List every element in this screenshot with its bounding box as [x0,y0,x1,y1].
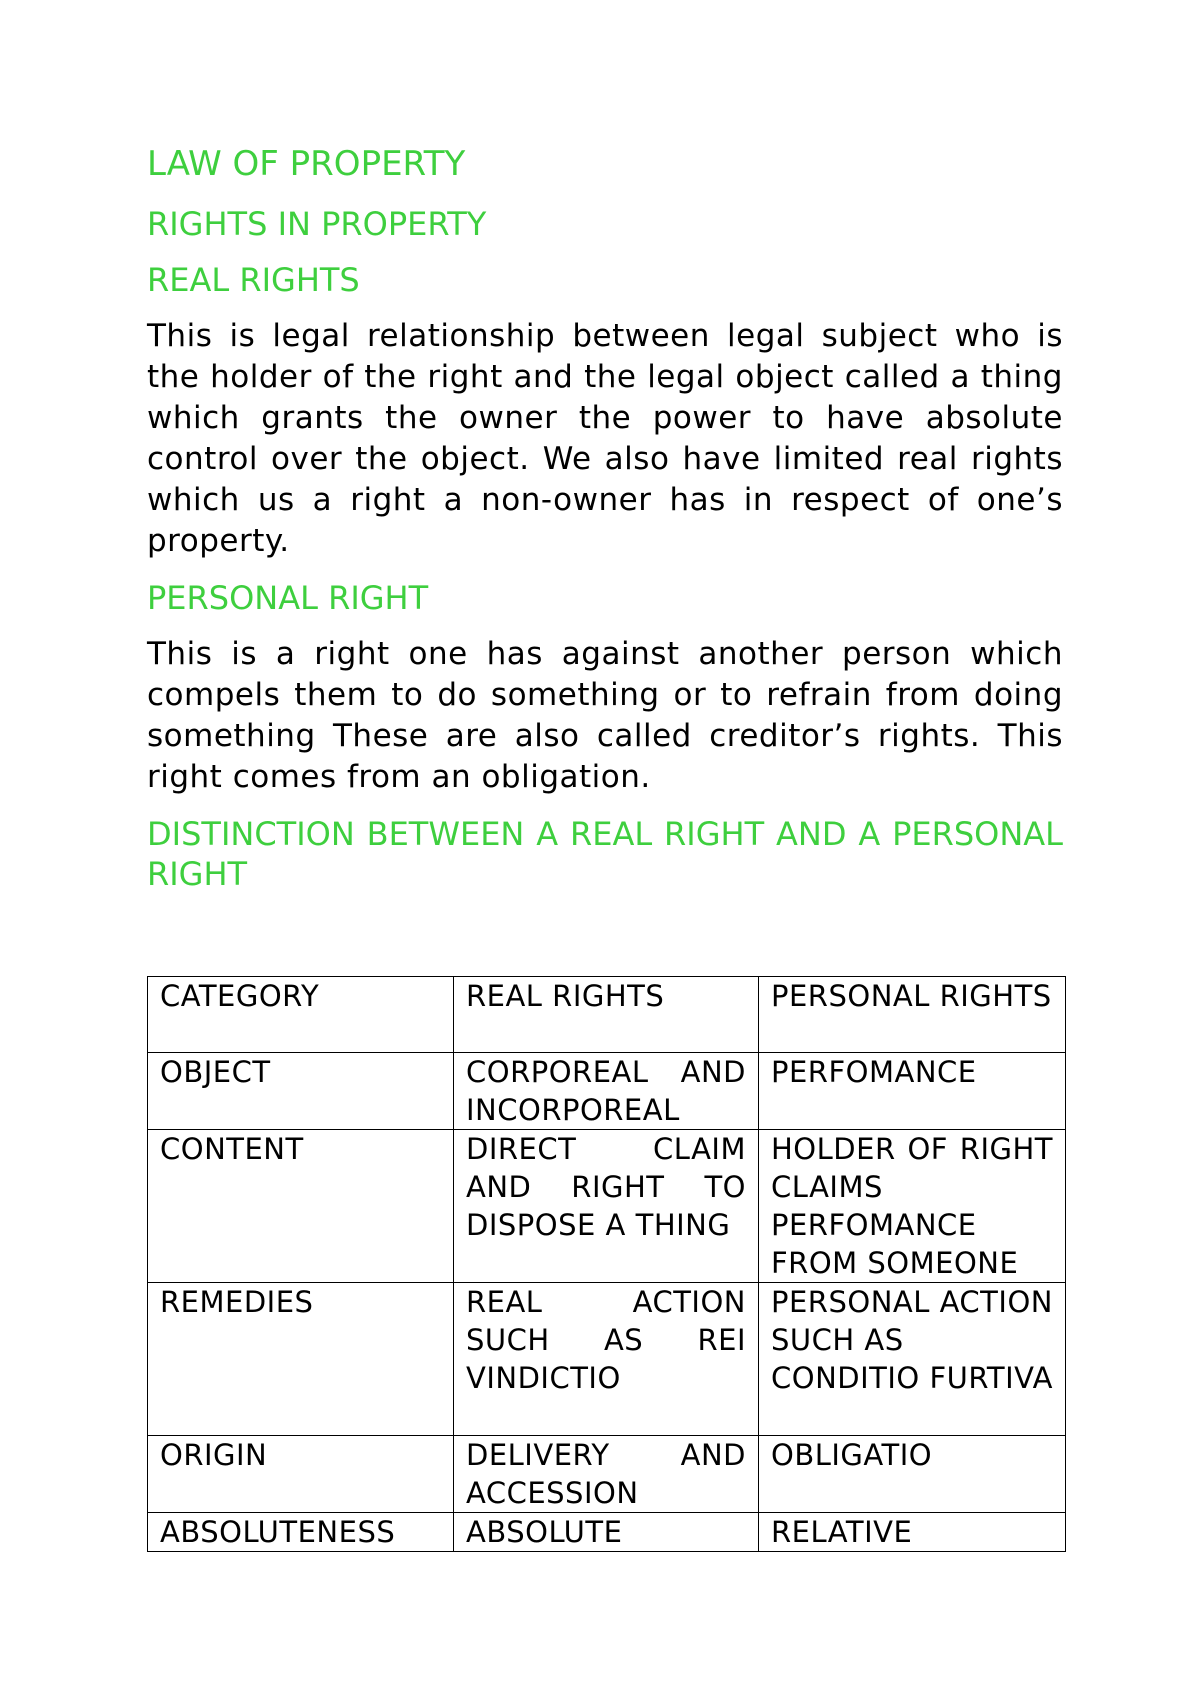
table-row [148,1283,1066,1436]
table-cell: ORIGIN [148,1436,454,1513]
table-cell: RELATIVE [759,1513,1066,1552]
header-cell: PERSONAL RIGHTS [759,977,1066,1053]
table-cell: CORPOREAL AND INCORPOREAL [454,1053,759,1130]
subtitle-rights-in-property: RIGHTS IN PROPERTY [147,205,487,243]
table-cell: ABSOLUTENESS [148,1513,454,1552]
table-cell: ABSOLUTE [454,1513,759,1552]
comparison-table [147,976,1066,1552]
table-cell: REMEDIES [148,1283,454,1436]
header-cell: CATEGORY [148,977,454,1053]
document-title: LAW OF PROPERTY [147,144,466,184]
table-row [148,1513,1066,1552]
heading-real-rights: REAL RIGHTS [147,261,360,299]
table-row [148,1436,1066,1513]
table-cell: CONTENT [148,1130,454,1283]
paragraph-personal-right: This is a right one has against another person which compels them to do something or to refrain from doing something These are also called creditor’s rights. This right comes from an obligation. [147,636,1063,795]
table-header-row [148,977,1066,1053]
table-cell: HOLDER OF RIGHT CLAIMS PERFOMANCE FROM SOMEONE [759,1130,1066,1283]
table-cell: PERSONAL ACTION SUCH AS CONDITIO FURTIVA [759,1283,1066,1436]
table-cell: OBJECT [148,1053,454,1130]
table-cell: REAL ACTION SUCH AS REI VINDICTIO [454,1283,759,1436]
table-row [148,1130,1066,1283]
table-cell: DIRECT CLAIM AND RIGHT TO DISPOSE A THING [454,1130,759,1283]
table-row [148,1053,1066,1130]
table-cell: DELIVERY AND ACCESSION [454,1436,759,1513]
paragraph-real-rights: This is legal relationship between legal subject who is the holder of the right and the legal object called a thing which grants the owner the power to have absolute control over the object. We also have limited real rights which us a right a non-owner has in respect of one’s property. [147,318,1063,559]
table-cell: PERFOMANCE [759,1053,1066,1130]
heading-personal-right: PERSONAL RIGHT [147,579,429,617]
header-cell: REAL RIGHTS [454,977,759,1053]
table-cell: OBLIGATIO [759,1436,1066,1513]
heading-distinction: DISTINCTION BETWEEN A REAL RIGHT AND A PERSONAL RIGHT [147,815,1063,893]
document-page [147,140,1063,894]
